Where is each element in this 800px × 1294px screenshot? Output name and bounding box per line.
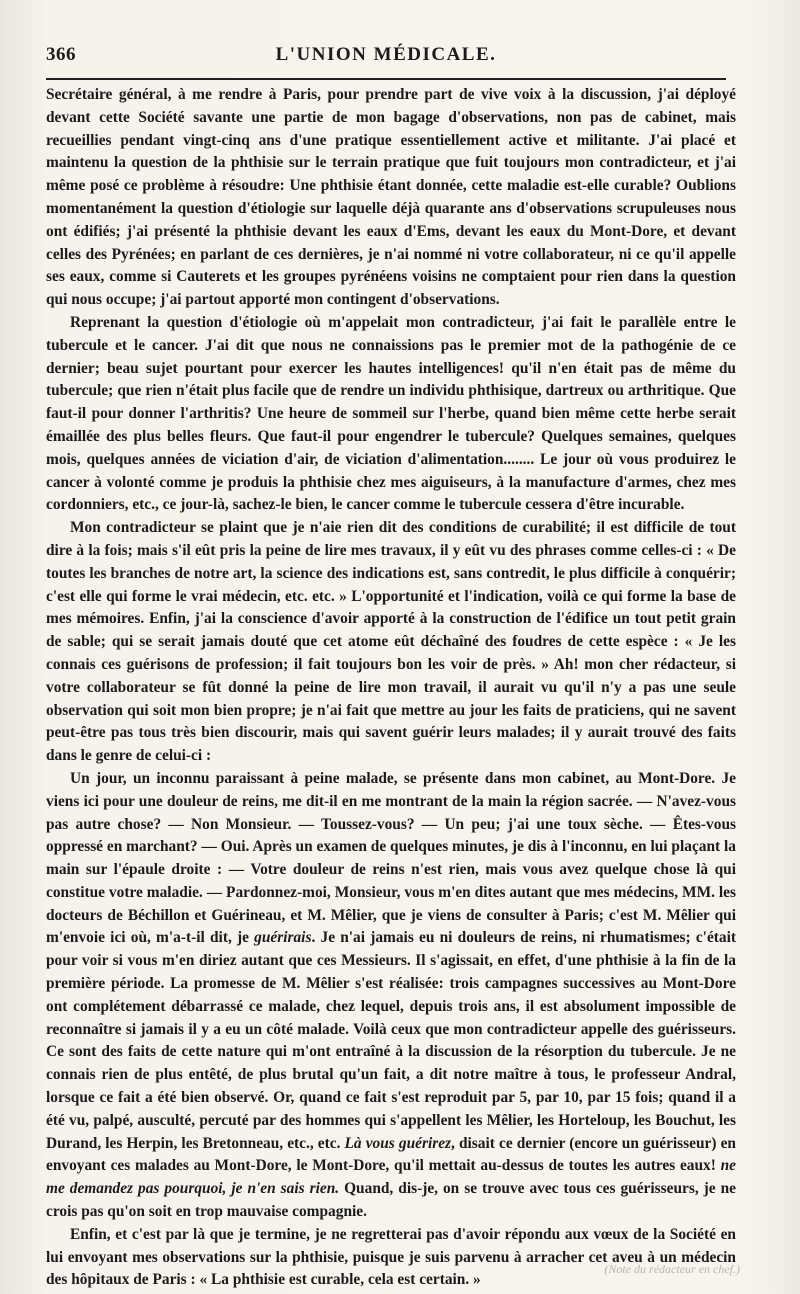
paragraph-4-italic-1: guérirais xyxy=(254,929,312,947)
header-rule xyxy=(46,78,726,80)
article-body xyxy=(46,84,736,1292)
paragraph-4-part-1: Un jour, un inconnu paraissant à peine malade, se présente dans mon cabinet, au Mont-Dore. Je viens ici pour une douleur de reins, me dit-il en me montrant de la main la région sacrée. — N'avez-vous pas autre chose? — Non Monsieur. — Toussez-vous? — Un peu; j'ai une toux sèche. — Êtes-vous oppressé en marchant? — Oui. Après un examen de quelques minutes, je dis à l'inconnu, en lui plaçant la main sur l'épaule droite : — Votre douleur de reins n'est rien, mais vous avez quelque chose là qui constitue votre maladie. — Pardonnez-moi, Monsieur, vous m'en dites autant que mes médecins, MM. les docteurs de Béchillon et Guérineau, et M. Mêlier, que je viens de consulter à Paris; c'est M. Mêlier qui m'envoie ici où, m'a-t-il dit, je xyxy=(46,769,736,947)
paragraph-4-part-4: Quand, dis-je, on se trouve avec tous ces guérisseurs, je ne crois pas qu'on soit en trop mauvaise compagnie. xyxy=(46,1180,736,1221)
paragraph-4-italic-3: ne me demandez pas pourquoi, je n'en sais rien. xyxy=(46,1157,736,1198)
bleed-through-note: (Note du rédacteur en chef.) xyxy=(604,1262,740,1276)
paragraph-1: Secrétaire général, à me rendre à Paris, pour prendre part de vive voix à la discussion, j'ai déployé devant cette Société savante une partie de mon bagage d'observations, non pas de cabinet, mais recueillies pendant vingt-cinq ans d'une pratique essentiellement active et militante. J'ai placé et maintenu la question de la phthisie sur le terrain pratique que fuit toujours mon contradicteur, et j'ai même posé ce problème à résoudre: Une phthisie étant donnée, cette maladie est-elle curable? Oublions momentanément la question d'étiologie sur laquelle déjà quarante ans d'observations scrupuleuses nous ont édifiés; j'ai présenté la phthisie devant les eaux d'Ems, devant les eaux du Mont-Dore, et devant celles des Pyrénées; en parlant de ces dernières, je n'ai nommé ni votre collaborateur, ni ce qu'il appelle ses eaux, comme si Cauterets et les groupes pyrénéens voisins ne comptaient pour rien dans la question qui nous occupe; j'ai partout apporté mon contingent d'observations. xyxy=(46,86,736,309)
running-title: L'UNION MÉDICALE. xyxy=(275,44,497,65)
paragraph-4-part-3: , disait ce dernier (encore un guérisseur) en envoyant ces malades au Mont-Dore, le Mont-Dore, qu'il mettait au-dessus de toutes les autres eaux! xyxy=(46,1134,736,1175)
paragraph-4 xyxy=(46,768,736,1224)
paragraph-5: Enfin, et c'est par là que je termine, je ne regretterai pas d'avoir répondu aux vœux de la Société en lui envoyant mes observations sur la phthisie, puisque je suis parvenu à arracher cet aveu à un médecin des hôpitaux de Paris : « La phthisie est curable, cela est certain. » xyxy=(46,1225,736,1289)
page-number: 366 xyxy=(46,44,76,65)
paragraph-2: Reprenant la question d'étiologie où m'appelait mon contradicteur, j'ai fait le parallèle entre le tubercule et le cancer. J'ai dit que nous ne connaissions pas le premier mot de la pathogénie de ce dernier; beau sujet pourtant pour exercer les hautes intelligences! qu'il n'en était pas de même du tubercule; que rien n'était plus facile que de rendre un individu phthisique, dartreux ou arthritique. Que faut-il pour donner l'arthritis? Une heure de sommeil sur l'herbe, quand bien même cette herbe serait émaillée des plus belles fleurs. Que faut-il pour engendrer le tubercule? Quelques semaines, quelques mois, quelques années de viciation d'air, de viciation d'alimentation........ Le jour où vous produirez le cancer à volonté comme je produis la phthisie chez mes aiguiseurs, à la manufacture d'armes, chez mes cordonniers, etc., ce jour-là, sachez-le bien, le cancer comme le tubercule cessera d'être incurable. xyxy=(46,313,736,514)
paragraph-4-part-2: . Je n'ai jamais eu ni douleurs de reins, ni rhumatismes; c'était pour voir si vous m'en diriez autant que ces Messieurs. Il s'agissait, en effet, d'une phthisie à la fin de la première période. La promesse de M. Mêlier s'est réalisée: trois campagnes successives au Mont-Dore ont complétement débarrassé ce malade, chez lequel, depuis trois ans, il est absolument impossible de reconnaître si jamais il y a eu un côté malade. Voilà ceux que mon contradicteur appelle des guérisseurs. Ce sont des faits de cette nature qui m'ont entraîné à la discussion de la résorption du tubercule. Je ne connais rien de plus entêté, de plus brutal qu'un fait, a dit notre maître à tous, le professeur Andral, lorsque ce fait a été bien observé. Or, quand ce fait s'est reproduit par 5, par 10, par 15 fois; quand il a été vu, palpé, ausculté, percuté par des hommes qui s'appellent les Mêlier, les Horteloup, les Bouchut, les Durand, les Herpin, les Bretonneau, etc., etc. xyxy=(46,929,736,1152)
page-header xyxy=(46,44,726,74)
paragraph-3: Mon contradicteur se plaint que je n'aie rien dit des conditions de curabilité; il est difficile de tout dire à la fois; mais s'il eût pris la peine de lire mes travaux, il y eût vu des phrases comme celles-ci : « De toutes les branches de notre art, la science des indications est, sans contredit, le plus difficile à conquérir; c'est elle qui forme le vrai médecin, etc. etc. » L'opportunité et l'indication, voilà ce qui forme la base de mes mémoires. Enfin, j'ai la conscience d'avoir apporté à la construction de l'édifice un tout petit grain de sable; qui se serait jamais douté que cet atome eût déchaîné des foudres de cette espèce : « Je les connais ces guérisons de profession; il fait toujours bon les voir de près. » Ah! mon cher rédacteur, si votre collaborateur se fût donné la peine de lire mon travail, il aurait vu qu'il n'y a pas une seule observation qui soit mon bien propre; je n'ai fait que mettre au jour les faits de praticiens, qui ne savent peut-être pas tous très bien discourir, mais qui savent guérir leurs malades; il y aurait trouvé des faits dans le genre de celui-ci : xyxy=(46,519,736,765)
paragraph-4-italic-2: Là vous guérirez xyxy=(344,1134,452,1152)
